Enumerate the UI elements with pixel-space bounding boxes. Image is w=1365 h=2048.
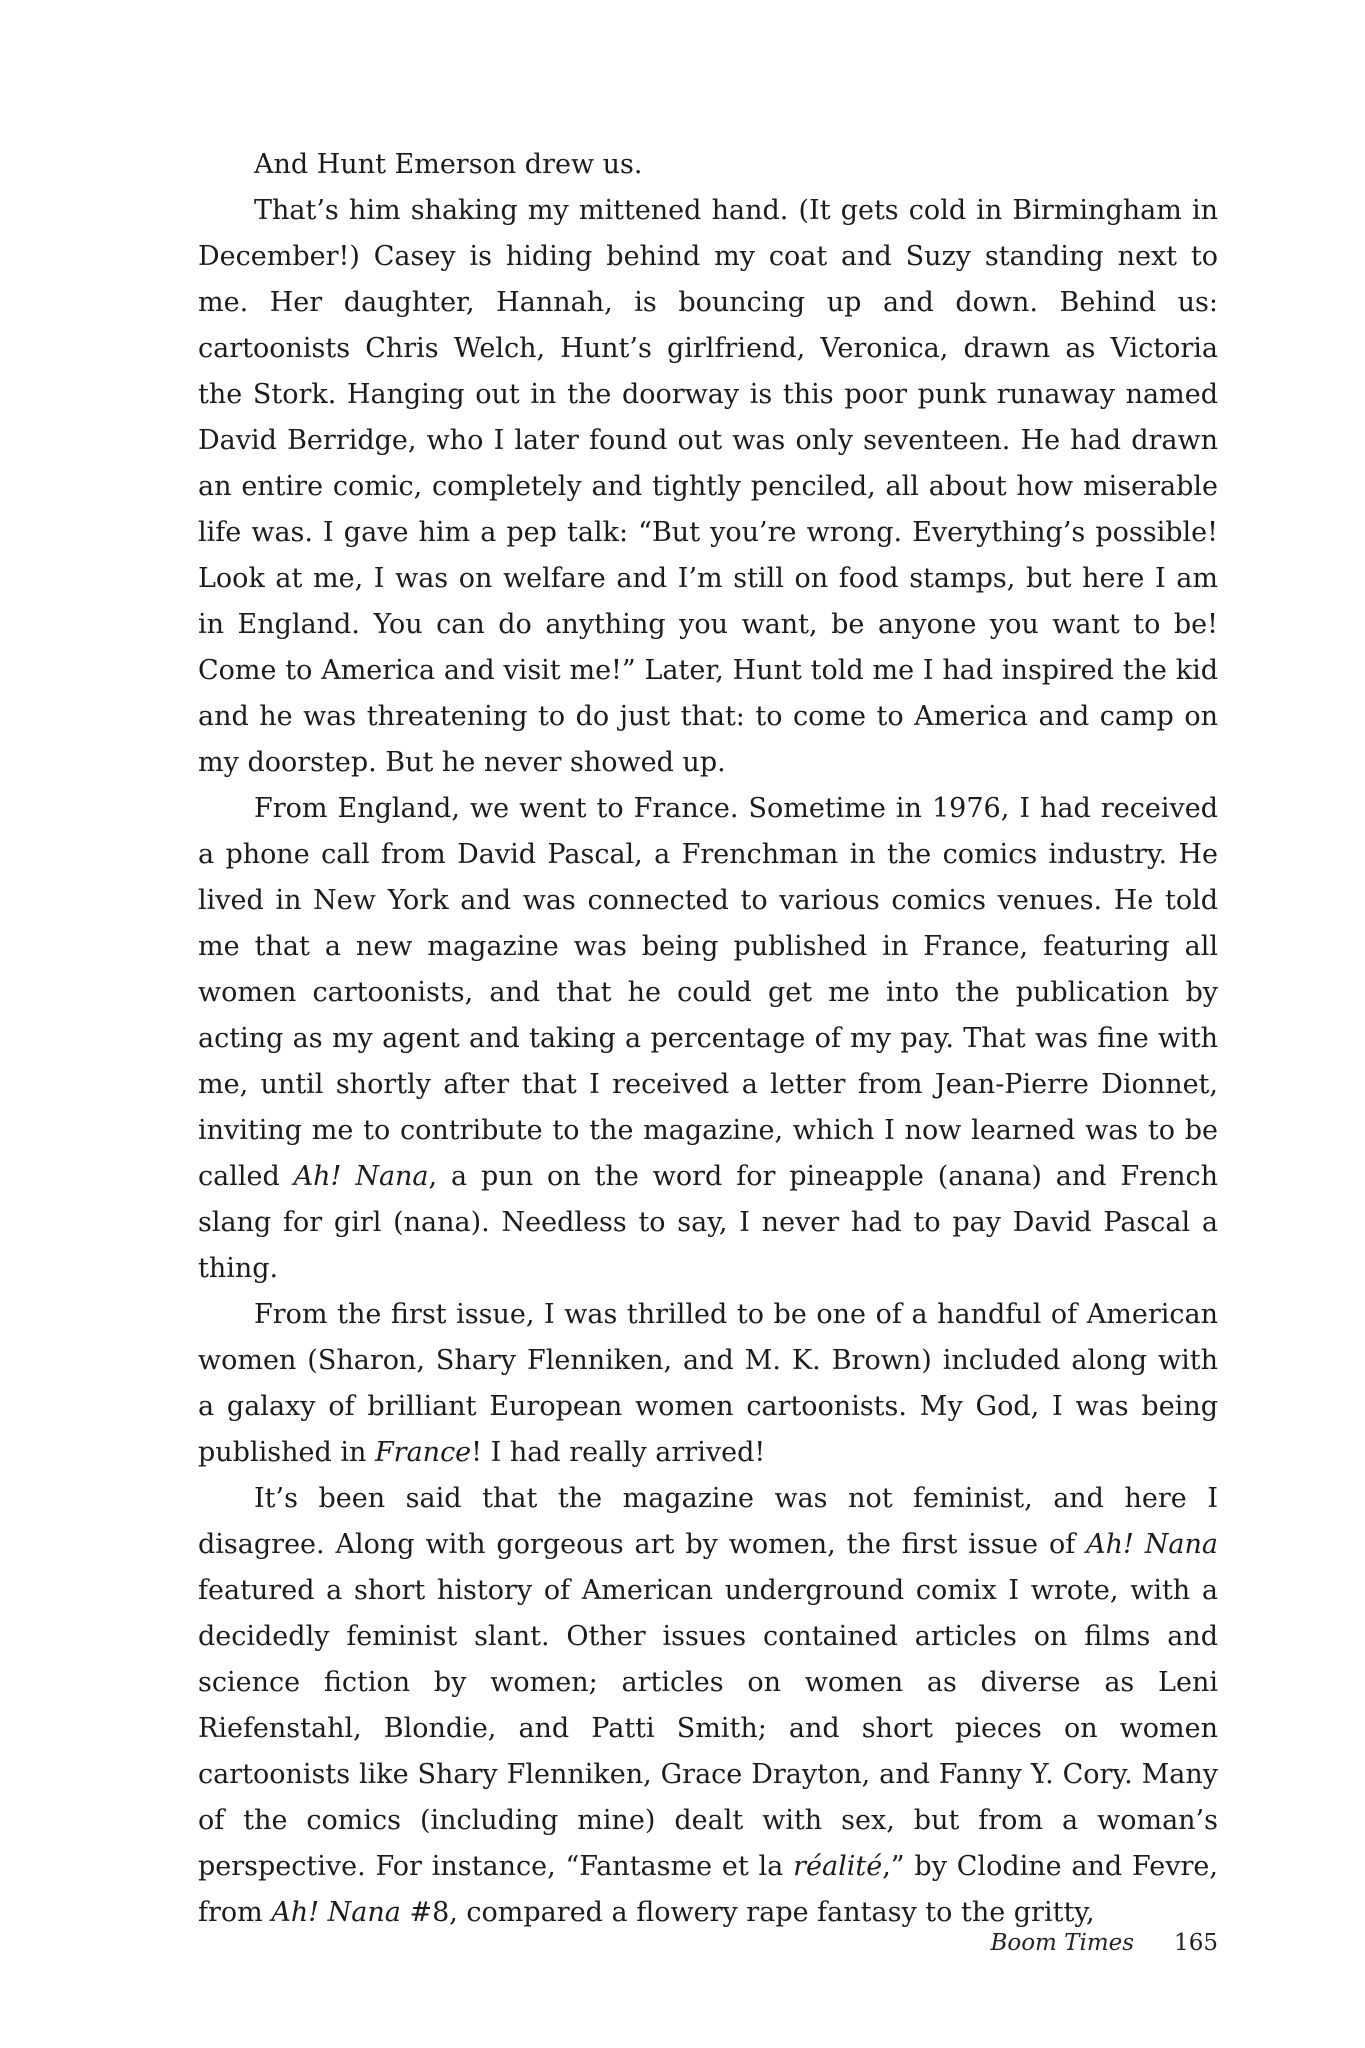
page-number: 165 — [1174, 1930, 1218, 1956]
italic-text: Ah! Nana — [271, 1897, 401, 1928]
page-footer — [990, 1930, 1218, 1956]
running-title: Boom Times — [990, 1930, 1135, 1956]
paragraph — [198, 188, 1218, 786]
text-run: That’s him shaking my mittened hand. (It gets cold in Birmingham in December!) Casey is hiding behind my coat and Suzy standing next to me. Her daughter, Hannah, is bouncing up and down. Behind us: cartoonists Chris Welch, Hunt’s girlfriend, Veronica, drawn as Victoria the Stork. Hanging out in the doorway is this poor punk runaway named David Berridge, who I later found out was only seventeen. He had drawn an entire comic, completely and tightly penciled, all about how miserable life was. I gave him a pep talk: “But you’re wrong. Everything’s possible! Look at me, I was on welfare and I’m still on food stamps, but here I am in England. You can do anything you want, be anyone you want to be! Come to America and visit me!” Later, Hunt told me I had inspired the kid and he was threatening to do just that: to come to America and camp on my doorstep. But he never showed up. — [198, 195, 1218, 778]
text-run: ,” by Clodine and Fevre, from — [198, 1851, 1218, 1928]
text-run: #8, compared a flowery rape fantasy to the gritty, — [400, 1897, 1095, 1928]
text-run: From the first issue, I was thrilled to be one of a handful of American women (Sharon, Shary Flenniken, and M. K. Brown) included along with a galaxy of brilliant European women cartoonists. My God, I was being published in — [198, 1299, 1218, 1468]
paragraph — [198, 1292, 1218, 1476]
paragraph — [198, 142, 1218, 188]
italic-text: réalité — [793, 1851, 883, 1882]
text-run: ! I had really arrived! — [471, 1437, 766, 1468]
text-run: From England, we went to France. Sometime in 1976, I had received a phone call from David Pascal, a Frenchman in the comics industry. He lived in New York and was connected to various comics venues. He told me that a new magazine was being published in France, featuring all women cartoonists, and that he could get me into the publication by acting as my agent and taking a percentage of my pay. That was fine with me, until shortly after that I received a letter from Jean-Pierre Dionnet, inviting me to contribute to the magazine, which I now learned was to be called — [198, 793, 1218, 1192]
paragraph — [198, 1476, 1218, 1936]
text-run: And Hunt Emerson drew us. — [254, 149, 643, 180]
text-run: It’s been said that the magazine was not feminist, and here I disagree. Along with gorgeous art by women, the first issue of — [198, 1483, 1218, 1560]
body-text — [198, 142, 1218, 1936]
italic-text: Ah! Nana — [293, 1161, 429, 1192]
italic-text: Ah! Nana — [1086, 1529, 1218, 1560]
italic-text: France — [374, 1437, 472, 1468]
text-run: , a pun on the word for pineapple (anana) and French slang for girl (nana). Needless to say, I never had to pay David Pascal a thing. — [198, 1161, 1218, 1284]
paragraph — [198, 786, 1218, 1292]
text-run: featured a short history of American underground comix I wrote, with a decidedly feminist slant. Other issues contained articles on films and science fiction by women; articles on women as diverse as Leni Riefenstahl, Blondie, and Patti Smith; and short pieces on women cartoonists like Shary Flenniken, Grace Drayton, and Fanny Y. Cory. Many of the comics (including mine) dealt with sex, but from a woman’s perspective. For instance, “Fantasme et la — [198, 1575, 1218, 1882]
